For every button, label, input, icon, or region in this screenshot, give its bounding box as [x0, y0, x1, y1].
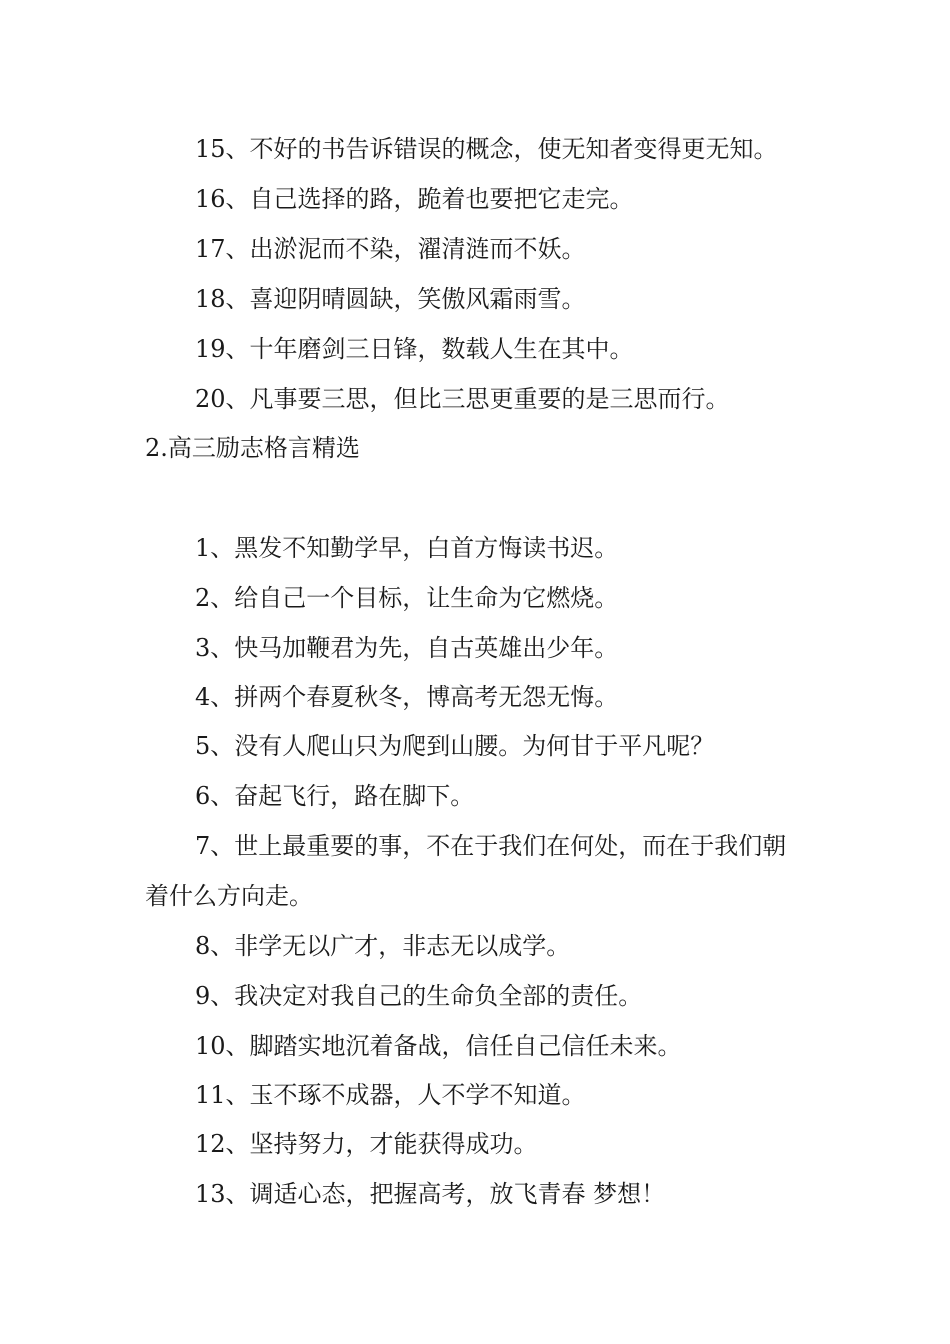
quote-item-15: 15、不好的书告诉错误的概念，使无知者变得更无知。	[195, 135, 778, 163]
section-heading: 2.高三励志格言精选	[145, 434, 360, 462]
quote-item-8: 8、非学无以广才，非志无以成学。	[195, 932, 571, 960]
quote-item-6: 6、奋起飞行，路在脚下。	[195, 782, 475, 810]
quote-item-16: 16、自己选择的路，跪着也要把它走完。	[195, 185, 634, 213]
quote-item-7: 7、世上最重要的事，不在于我们在何处，而在于我们朝着什么方向走。	[145, 832, 787, 910]
quote-item-18: 18、喜迎阴晴圆缺，笑傲风霜雨雪。	[195, 285, 586, 313]
quote-item-2: 2、给自己一个目标，让生命为它燃烧。	[195, 584, 619, 612]
quote-item-17: 17、出淤泥而不染，濯清涟而不妖。	[195, 235, 586, 263]
quote-item-12: 12、坚持努力，才能获得成功。	[195, 1130, 538, 1158]
quote-item-19: 19、十年磨剑三日锋，数载人生在其中。	[195, 335, 634, 363]
quote-item-11: 11、玉不琢不成器，人不学不知道。	[195, 1081, 586, 1109]
quote-item-4: 4、拼两个春夏秋冬，博高考无怨无悔。	[195, 683, 619, 711]
quote-item-9: 9、我决定对我自己的生命负全部的责任。	[195, 982, 643, 1010]
quote-item-5: 5、没有人爬山只为爬到山腰。为何甘于平凡呢？	[195, 732, 715, 760]
quote-item-13: 13、调适心态，把握高考，放飞青春 梦想！	[195, 1180, 666, 1208]
quote-item-10: 10、脚踏实地沉着备战，信任自己信任未来。	[195, 1032, 682, 1060]
quote-item-3: 3、快马加鞭君为先，自古英雄出少年。	[195, 634, 619, 662]
quote-item-1: 1、黑发不知勤学早，白首方悔读书迟。	[195, 534, 619, 562]
quote-item-20: 20、凡事要三思，但比三思更重要的是三思而行。	[195, 385, 730, 413]
